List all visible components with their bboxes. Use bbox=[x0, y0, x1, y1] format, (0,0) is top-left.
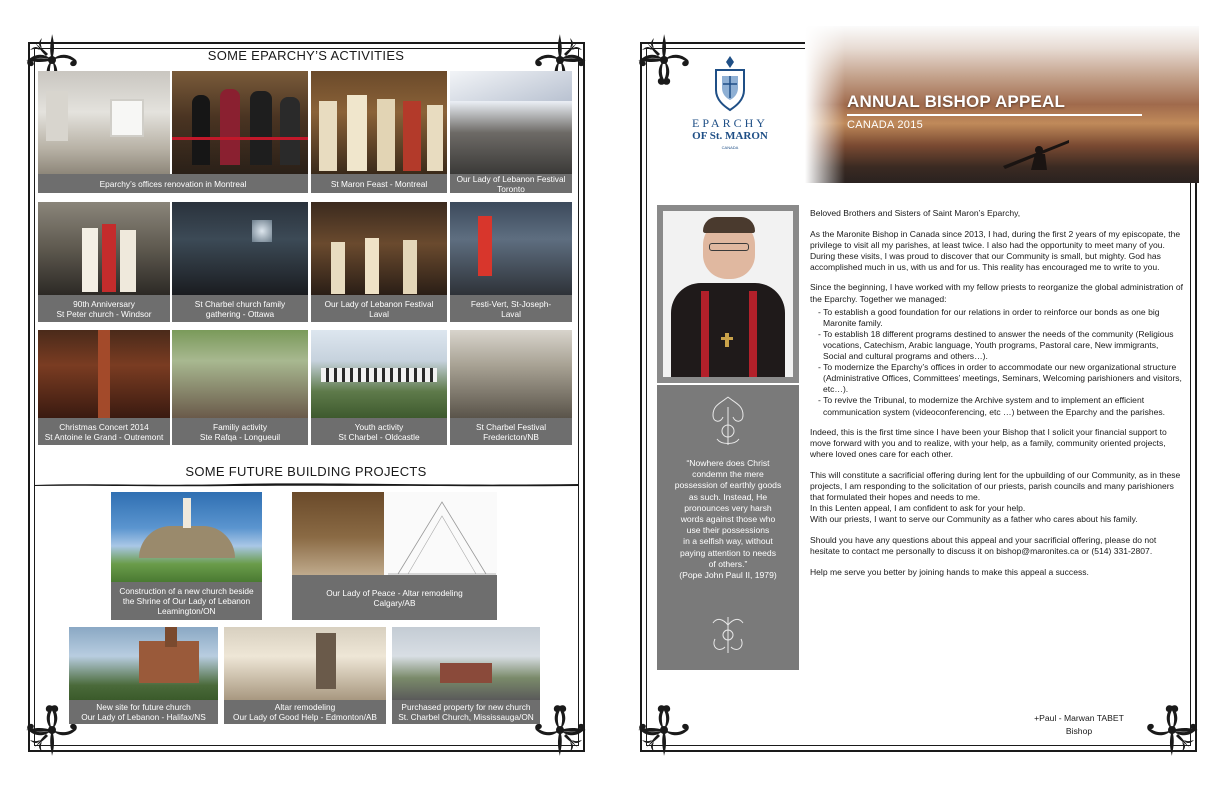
photo-st-maron-feast bbox=[311, 71, 447, 174]
caption-christmas-concert: Christmas Concert 2014 St Antoine le Grand - Outremont bbox=[38, 418, 170, 445]
crest-icon bbox=[710, 54, 750, 112]
letter-paragraph: Help me serve you better by joining hands to make this appeal a success. bbox=[810, 566, 1089, 577]
letter-paragraph: As the Maronite Bishop in Canada since 2013, I had, during the first 2 years of my episcopate, the privilege to visit all my parishes, at least twice. I also had the opportunity to meet many of you. During these visits, I was proud to discover that our Community is small, but mighty. God has accomplished much in us, with us and for us. This reality has encouraged me to write to you. bbox=[810, 228, 1181, 272]
activities-title: SOME EPARCHY’S ACTIVITIES bbox=[207, 48, 405, 63]
caption-family-activity: Familiy activity Ste Rafqa - Longueuil bbox=[172, 418, 308, 445]
photo-youth-activity bbox=[311, 330, 447, 418]
corner-ornament-icon bbox=[1142, 700, 1202, 760]
photo-festi-vert bbox=[450, 202, 572, 295]
logo-canada: CANADA bbox=[721, 145, 739, 150]
caption-office-renovation: Eparchy’s offices renovation in Montreal bbox=[38, 174, 308, 193]
caption-ottawa-gathering: St Charbel church family gathering - Ottawa bbox=[172, 295, 308, 322]
quote-citation: (Pope John Paul II, 1979) bbox=[679, 570, 777, 581]
photo-christmas-concert bbox=[38, 330, 170, 418]
caption-toronto-festival: Our Lady of Lebanon Festival Toronto bbox=[450, 174, 572, 193]
letter-paragraph: Indeed, this is the first time since I have been your Bishop that I solicit your financial support to move forward with you and to realize, with your help, as a family, community oriented projects, where loved ones care for each other. bbox=[810, 427, 1167, 460]
photo-office-renovation bbox=[38, 71, 170, 174]
cross-bearer-silhouette bbox=[1001, 136, 1071, 172]
banner-title: ANNUAL BISHOP APPEAL bbox=[847, 92, 1066, 111]
photo-ribbon-cutting bbox=[172, 71, 308, 174]
letter-paragraph: In this Lenten appeal, I am confident to ask for your help. bbox=[810, 503, 1026, 514]
photo-ottawa-gathering bbox=[172, 202, 308, 295]
projects-title: SOME FUTURE BUILDING PROJECTS bbox=[185, 464, 427, 479]
caption-st-maron-feast: St Maron Feast - Montreal bbox=[311, 174, 447, 193]
list-item: - To revive the Tribunal, to modernize the Archive system and to implement an efficient communication system (videoconferencing, etc …) between the Eparchy and the parishes. bbox=[818, 395, 1184, 417]
caption-laval-festival: Our Lady of Lebanon Festival Laval bbox=[311, 295, 447, 322]
logo-eparchy: EPARCHY bbox=[692, 116, 768, 130]
right-page bbox=[612, 0, 1224, 792]
letter-paragraph: This will constitute a sacrificial offering during lent for the upbuilding of our Community, as in these projects, I am responding to the solicitation of our priests, parish councils and many parishioners that formulated their hopes and needs to me. bbox=[810, 469, 1181, 503]
letter-paragraph: Should you have any questions about this appeal and your sacrificial offering, please do not hesitate to contact me personally to discuss it on bishop@maronites.ca or (514) 331-2807. bbox=[810, 534, 1157, 556]
architect-drawing bbox=[388, 494, 496, 580]
quote-box bbox=[657, 385, 799, 670]
caption-calgary-altar: Our Lady of Peace - Altar remodeling Calgary/AB bbox=[292, 575, 497, 620]
logo-st-maron: OF St. MARON bbox=[692, 130, 768, 142]
photo-calgary-altar bbox=[292, 492, 497, 582]
photo-windsor-anniversary bbox=[38, 202, 170, 295]
list-item: - To establish 18 different programs destined to answer the needs of the community (Religious vocations, Catechism, Arabic language, Youth programs, Pastoral care, New immigrants, Social and cultural programs and others…). bbox=[818, 329, 1184, 362]
signature-title: Bishop bbox=[1065, 726, 1093, 736]
brush-divider bbox=[34, 482, 579, 487]
scroll-ornament-icon bbox=[703, 613, 753, 661]
signature-name: +Paul - Marwan TABET bbox=[1034, 713, 1124, 723]
photo-edmonton-altar bbox=[224, 627, 386, 700]
caption-festi-vert: Festi-Vert, St-Joseph- Laval bbox=[450, 295, 572, 322]
eparchy-logo bbox=[675, 52, 785, 156]
list-item: - To establish a good foundation for our relations in order to reinforce our bonds as one big Maronite family. bbox=[818, 307, 1184, 329]
photo-toronto-festival bbox=[450, 71, 572, 174]
photo-halifax-site bbox=[69, 627, 218, 700]
corner-ornament-icon bbox=[634, 700, 694, 760]
photo-family-activity bbox=[172, 330, 308, 418]
photo-mississauga-property bbox=[392, 627, 540, 700]
caption-leamington-shrine: Construction of a new church beside the Shrine of Our Lady of Lebanon Leamington/ON bbox=[111, 582, 262, 620]
appeal-banner bbox=[805, 26, 1199, 183]
appeal-letter bbox=[810, 208, 1184, 587]
banner-subtitle: CANADA 2015 bbox=[847, 119, 924, 131]
banner-rule bbox=[847, 114, 1142, 116]
caption-fredericton-festival: St Charbel Festival Fredericton/NB bbox=[450, 418, 572, 445]
bishop-portrait bbox=[657, 205, 799, 383]
caption-windsor-anniversary: 90th Anniversary St Peter church - Windsor bbox=[38, 295, 170, 322]
quote-text: “Nowhere does Christ condemn the mere possession of earthly goods as such. Instead, He pronounces very harsh words against those who use their possessions in a selfish way, without paying attention to needs of others.” (Pope John Paul II, 1979) bbox=[667, 458, 789, 581]
list-item: - To modernize the Eparchy’s offices in order to accommodate our new organizational structure (Administrative Offices, Committees’ meetings, Seminars, Welcoming parishioners and visitors, etc…). bbox=[818, 362, 1184, 395]
caption-halifax-site: New site for future church Our Lady of Lebanon - Halifax/NS bbox=[69, 700, 218, 724]
caption-youth-activity: Youth activity St Charbel - Oldcastle bbox=[311, 418, 447, 445]
photo-fredericton-festival bbox=[450, 330, 572, 418]
signature bbox=[1014, 712, 1144, 738]
caption-mississauga-property: Purchased property for new church St. Charbel Church, Mississauga/ON bbox=[392, 700, 540, 724]
caption-edmonton-altar: Altar remodeling Our Lady of Good Help - Edmonton/AB bbox=[224, 700, 386, 724]
photo-leamington-shrine bbox=[111, 492, 262, 582]
letter-paragraph: With our priests, I want to serve our Community as a father who cares about his family. bbox=[810, 514, 1138, 525]
accomplishments-list bbox=[818, 307, 1184, 418]
letter-greeting: Beloved Brothers and Sisters of Saint Maron’s Eparchy, bbox=[810, 208, 1021, 218]
letter-paragraph: Since the beginning, I have worked with my fellow priests to reorganize the global administration of the Eparchy. Together we managed: bbox=[810, 282, 1183, 304]
scroll-ornament-icon bbox=[703, 393, 753, 453]
photo-laval-festival bbox=[311, 202, 447, 295]
